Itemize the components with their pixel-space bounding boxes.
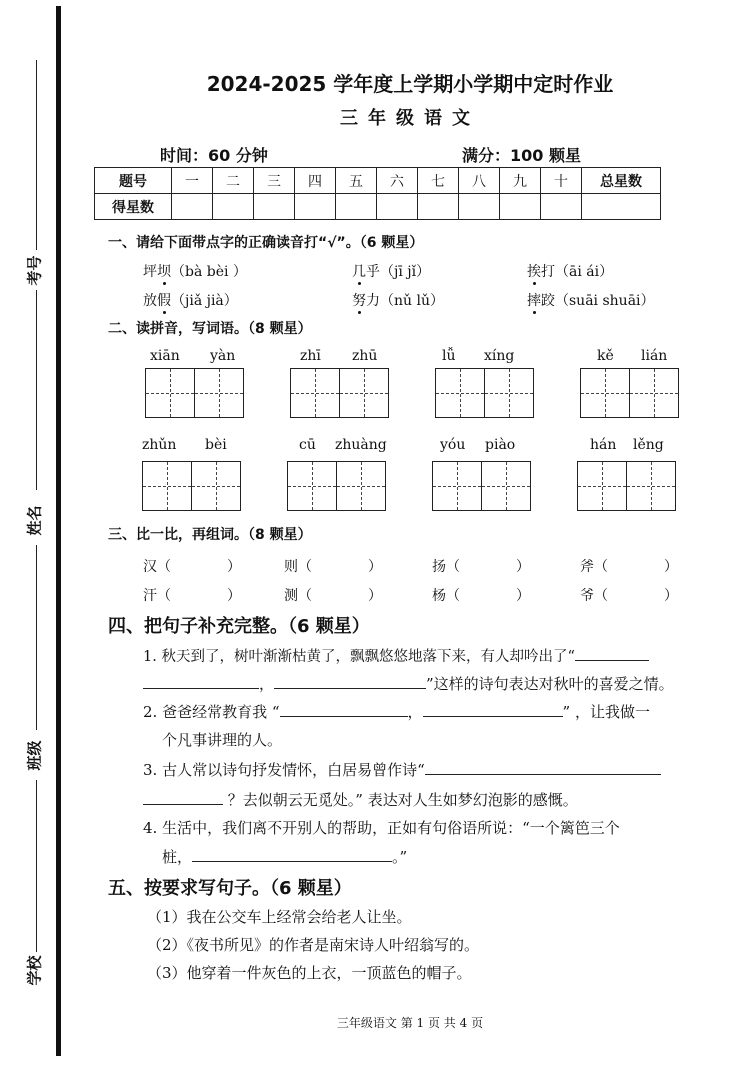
table-cell: 得星数 [95,194,172,220]
pinyin-label: piào [485,437,516,453]
q1-pinyin-choices: （suāi shuāi） [555,293,655,309]
exam-number-label: 考号 [25,255,44,286]
answer-blank[interactable] [575,642,649,661]
dotted-char: 努 [352,293,366,309]
score-cell[interactable] [213,194,254,220]
q3-item[interactable] [284,556,382,576]
q3-char: 爷 [580,588,594,604]
q1-word-pre: 放 [143,293,157,309]
sentence-text: 1. 秋天到了，树叶渐渐枯黄了，飘飘悠悠地落下来，有人却吟出了“ [143,649,575,665]
grid-cell[interactable] [192,462,240,510]
paren: ） [227,559,241,575]
table-cell: 总星数 [582,168,661,194]
score-cell[interactable] [459,194,500,220]
exam-number-line [36,60,37,250]
paren: ） [516,559,530,575]
pinyin-label: lián [641,348,668,364]
score-cell[interactable] [418,194,459,220]
q1-word-post: 打 [541,264,555,280]
q1-pinyin-choices: （nǔ lǔ） [380,293,444,309]
paren: （ [298,588,312,604]
dotted-char: 假 [157,293,171,309]
grid-cell[interactable] [482,462,530,510]
score-table-header-row [95,168,661,194]
q1-item[interactable] [143,261,247,281]
writing-grid[interactable] [435,368,534,418]
paren: （ [157,559,171,575]
q4-sentence-1 [143,642,703,671]
q3-item[interactable] [143,556,241,576]
q4-sentence-2 [143,698,650,726]
sentence-text: ， [259,675,275,693]
q5-item: （1）我在公交车上经常会给老人让坐。 [147,908,412,926]
q3-item[interactable] [284,585,382,605]
q3-char: 汗 [143,588,157,604]
class-line [36,780,37,930]
grid-cell[interactable] [578,462,627,510]
sentence-text: ， [407,703,423,721]
score-cell[interactable] [377,194,418,220]
name-line [36,545,37,730]
q3-item[interactable] [432,585,530,605]
q4-sentence-4: 4. 生活中，我们离不开别人的帮助，正如有句俗语所说：“一个篱笆三个 [143,819,620,837]
table-cell: 四 [295,168,336,194]
paren: （ [594,559,608,575]
writing-grid[interactable] [432,461,531,511]
grid-cell[interactable] [340,369,388,417]
pinyin-label: lěng [633,437,664,453]
pinyin-label: kě [597,348,614,364]
pinyin-label: xíng [484,348,515,364]
q1-pinyin-choices: （bà bèi ） [171,264,247,280]
q3-item[interactable] [580,556,678,576]
q3-char: 测 [284,588,298,604]
paren: ） [664,588,678,604]
paren: （ [157,588,171,604]
score-table [94,167,661,220]
q3-item[interactable] [143,585,241,605]
grid-cell[interactable] [485,369,533,417]
q3-item[interactable] [580,585,678,605]
table-cell: 八 [459,168,500,194]
paren: ） [368,588,382,604]
paren: （ [446,588,460,604]
q1-word-post: 跤 [541,293,555,309]
table-cell: 二 [213,168,254,194]
grid-cell[interactable] [146,369,195,417]
q1-item[interactable] [143,290,238,310]
grid-cell[interactable] [195,369,243,417]
score-cell[interactable] [500,194,541,220]
answer-blank[interactable] [143,786,223,805]
class-label: 班级 [25,740,44,771]
pinyin-label: zhī [300,348,321,364]
q3-char: 扬 [432,559,446,575]
writing-grid[interactable] [580,368,679,418]
q4-sentence-3 [143,756,661,784]
sentence-text: ” ，让我做一 [562,703,650,721]
pinyin-label: cū [299,437,316,453]
paren: ） [516,588,530,604]
paren: （ [594,588,608,604]
pinyin-label: yóu [440,437,466,453]
grid-cell[interactable] [627,462,675,510]
paren: ） [227,588,241,604]
pinyin-label: yàn [210,348,236,364]
pinyin-label: zhuàng [335,437,387,453]
grid-cell[interactable] [581,369,630,417]
grid-cell[interactable] [436,369,485,417]
score-cell[interactable] [336,194,377,220]
table-cell: 七 [418,168,459,194]
score-cell[interactable] [254,194,295,220]
pinyin-label: zhū [352,348,378,364]
q5-item: （2）《夜书所见》的作者是南宋诗人叶绍翁写的。 [147,936,480,954]
time-info: 时间：60 分钟 [160,146,268,165]
dotted-char: 坝 [157,264,171,280]
pinyin-label: xiān [150,348,180,364]
q4-sentence-2-cont: 个凡事讲理的人。 [162,731,283,749]
q4-heading: 四、把句子补充完整。（6 颗星） [108,616,370,637]
table-cell: 十 [541,168,582,194]
q1-word-pre: 坪 [143,264,157,280]
grid-cell[interactable] [433,462,482,510]
q3-char: 杨 [432,588,446,604]
q1-item[interactable] [527,261,613,281]
score-cell[interactable] [582,194,661,220]
q1-pinyin-choices: （jī jǐ） [380,264,431,280]
paren: ） [664,559,678,575]
pinyin-label: lǚ [442,348,456,364]
q4-sentence-3-cont [143,786,578,814]
exam-number-line-lower [36,290,37,490]
q1-item[interactable] [352,261,430,281]
grid-cell[interactable] [337,462,385,510]
answer-blank[interactable] [423,698,563,717]
binding-bar [56,6,61,1056]
page-subtitle: 三年级语文 [340,108,480,129]
writing-grid[interactable] [290,368,389,418]
q2-heading: 二、读拼音，写词语。（8 颗星） [108,321,312,337]
q4-sentence-1-cont [143,670,674,698]
answer-blank[interactable] [280,698,408,717]
q4-sentence-4-cont [162,843,407,871]
q1-pinyin-choices: （āi ái） [555,264,614,280]
writing-grid[interactable] [577,461,676,511]
table-cell: 六 [377,168,418,194]
table-cell: 九 [500,168,541,194]
writing-grid[interactable] [287,461,386,511]
pinyin-label: zhǔn [142,437,177,453]
table-cell: 五 [336,168,377,194]
answer-blank[interactable] [143,670,259,689]
sentence-text: ”这样的诗句表达对秋叶的喜爱之情。 [426,675,674,693]
q3-item[interactable] [432,556,530,576]
score-cell[interactable] [541,194,582,220]
sentence-text: 桩， [162,848,193,866]
answer-blank[interactable] [274,670,426,689]
sentence-text: 3. 古人常以诗句抒发情怀，白居易曾作诗“ [143,761,425,779]
writing-grid[interactable] [142,461,241,511]
table-cell: 三 [254,168,295,194]
q3-heading: 三、比一比，再组词。（8 颗星） [108,527,312,543]
sentence-text: ？去似朝云无觅处。” 表达对人生如梦幻泡影的感慨。 [227,791,578,809]
school-line [36,930,37,952]
page-title: 2024-2025 学年度上学期小学期中定时作业 [206,72,614,96]
dotted-char: 挨 [527,264,541,280]
score-table-score-row [95,194,661,220]
q1-pinyin-choices: （jiǎ jià） [171,293,238,309]
page-footer: 三年级语文 第 1 页 共 4 页 [336,1016,484,1030]
answer-blank[interactable] [192,843,392,862]
sentence-text: 。” [392,848,408,866]
sentence-text: 2. 爸爸经常教育我 “ [143,703,280,721]
score-cell[interactable] [295,194,336,220]
grid-cell[interactable] [291,369,340,417]
q1-word-post: 乎 [366,264,380,280]
q1-item[interactable] [352,290,444,310]
grid-cell[interactable] [288,462,337,510]
grid-cell[interactable] [143,462,192,510]
paren: （ [446,559,460,575]
answer-blank[interactable] [425,756,661,775]
paren: （ [298,559,312,575]
dotted-char: 摔 [527,293,541,309]
grid-cell[interactable] [630,369,678,417]
score-info: 满分：100 颗星 [462,146,581,165]
q1-word-post: 力 [366,293,380,309]
writing-grid[interactable] [145,368,244,418]
q3-char: 汉 [143,559,157,575]
q1-heading: 一、请给下面带点字的正确读音打“√”。（6 颗星） [108,235,424,251]
table-cell: 题号 [95,168,172,194]
q3-char: 则 [284,559,298,575]
q5-item: （3）他穿着一件灰色的上衣，一顶蓝色的帽子。 [147,964,472,982]
pinyin-label: hán [590,437,617,453]
q3-char: 斧 [580,559,594,575]
score-cell[interactable] [172,194,213,220]
table-cell: 一 [172,168,213,194]
pinyin-label: bèi [205,437,227,453]
name-label: 姓名 [25,505,44,536]
q5-heading: 五、按要求写句子。（6 颗星） [108,878,352,899]
paren: ） [368,559,382,575]
q1-item[interactable] [527,290,655,310]
school-label: 学校 [25,955,44,986]
dotted-char: 几 [352,264,366,280]
